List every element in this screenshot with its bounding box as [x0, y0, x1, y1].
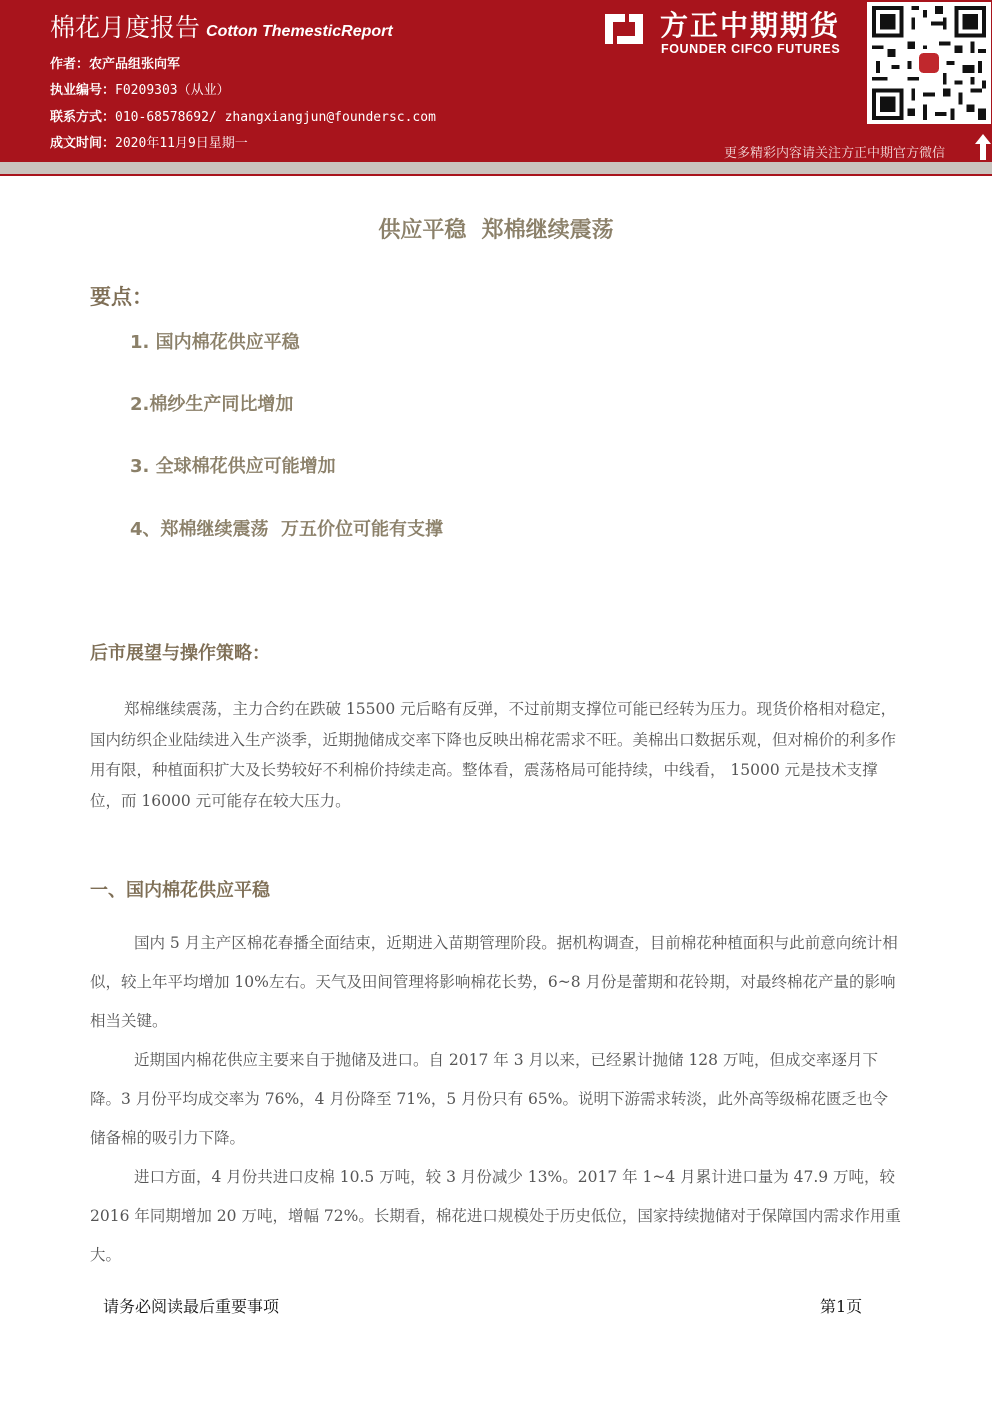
license-label: 执业编号： [50, 83, 116, 98]
author-line: 作者：农产品组张向军 [50, 57, 181, 72]
license-line [50, 79, 230, 98]
date-line [50, 132, 248, 151]
page-number: 第1页 [820, 1297, 863, 1316]
key-point-item: 3. 全球棉花供应可能增加 [130, 456, 336, 477]
founder-logo-icon [603, 6, 645, 52]
wechat-follow-note: 更多精彩内容请关注方正中期官方微信 [724, 146, 946, 161]
report-title [50, 8, 393, 44]
contact-value: 010-68578692/ zhangxiangjun@foundersc.com [115, 110, 436, 125]
key-point-item: 1. 国内棉花供应平稳 [130, 332, 300, 353]
key-points-heading: 要点： [90, 285, 153, 309]
date-label: 成文时间： [50, 136, 116, 151]
header-rule [0, 162, 992, 174]
strategy-heading: 后市展望与操作策略： [90, 643, 270, 664]
contact-label: 联系方式： [50, 110, 116, 125]
body-paragraph: 近期国内棉花供应主要来自于抛储及进口。自 2017 年 3 月以来，已经累计抛储 128 万吨，但成交率逐月下降。3 月份平均成交率为 76%，4 月份降至 71%，5 月份只有 65%。说明下游需求转淡，此外高等级棉花匮乏也令储备棉的吸引力下降。 [90, 1051, 889, 1147]
report-title-en: Cotton ThemesticReport [206, 23, 393, 40]
key-point-item: 2.棉纱生产同比增加 [130, 394, 294, 415]
wechat-qr-code-icon [867, 2, 991, 124]
brand-name-en: FOUNDER CIFCO FUTURES [661, 42, 841, 56]
contact-line [50, 106, 436, 125]
license-value: F0209303（从业） [115, 83, 230, 98]
body-paragraph: 进口方面，4 月份共进口皮棉 10.5 万吨，较 3 月份减少 13%。2017 年 1~4 月累计进口量为 47.9 万吨，较 2016 年同期增加 20 万吨，增幅 72%。长期看，棉花进口规模处于历史低位，国家持续抛储对于保障国内需求作用重大。 [90, 1168, 901, 1264]
header-rule-line [0, 174, 992, 176]
date-value: 2020年11月9日星期一 [115, 136, 248, 151]
up-arrow-icon [975, 134, 991, 160]
brand-name-cn: 方正中期期货 [660, 9, 841, 42]
footer-notice: 请务必阅读最后重要事项 [103, 1297, 280, 1316]
document-title: 供应平稳 郑棉继续震荡 [378, 218, 614, 243]
section-heading: 一、国内棉花供应平稳 [90, 880, 270, 901]
body-paragraph: 国内 5 月主产区棉花春播全面结束，近期进入苗期管理阶段。据机构调查，目前棉花种植面积与此前意向统计相似，较上年平均增加 10%左右。天气及田间管理将影响棉花长势，6~8 月份是蕾期和花铃期，对最终棉花产量的影响相当关键。 [90, 934, 898, 1030]
key-point-item: 4、郑棉继续震荡 万五价位可能有支撑 [130, 519, 444, 540]
strategy-paragraph: 郑棉继续震荡，主力合约在跌破 15500 元后略有反弹，不过前期支撑位可能已经转为压力。现货价格相对稳定，国内纺织企业陆续进入生产淡季，近期抛储成交率下降也反映出棉花需求不旺。美棉出口数据乐观，但对棉价的利多作用有限，种植面积扩大及长势较好不利棉价持续走高。整体看，震荡格局可能持续，中线看， 15000 元是技术支撑位，而 16000 元可能存在较大压力。 [90, 700, 897, 810]
report-title-cn: 棉花月度报告 [50, 13, 201, 42]
